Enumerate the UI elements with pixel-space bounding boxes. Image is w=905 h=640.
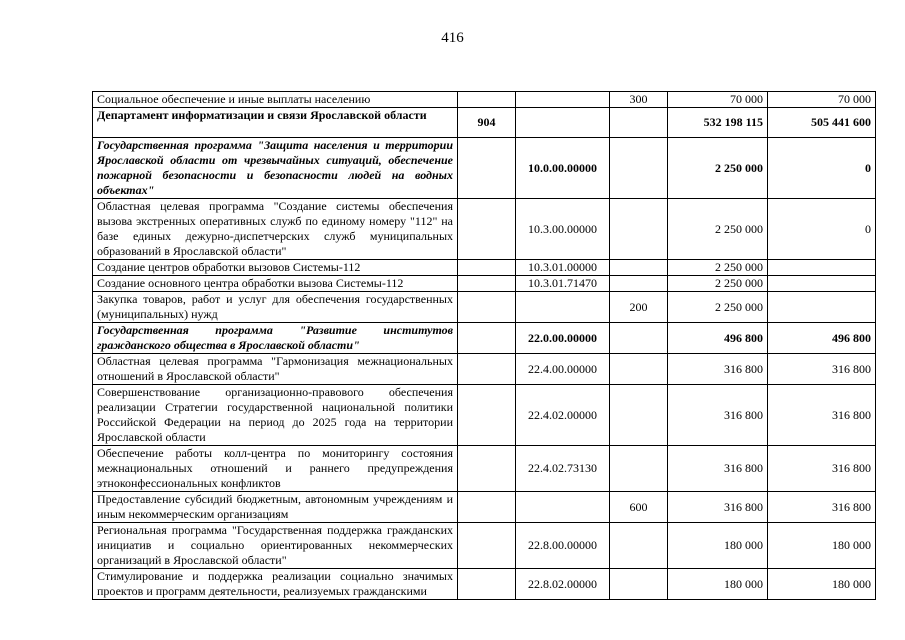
row-amount-year1: 2 250 000 (668, 199, 768, 260)
row-name: Предоставление субсидий бюджетным, автономным учреждениям и иным некоммерческим организациям (93, 492, 458, 523)
row-target-article: 10.3.00.00000 (516, 199, 610, 260)
row-amount-year2: 316 800 (768, 385, 876, 446)
row-expense-type (610, 108, 668, 138)
row-amount-year2 (768, 292, 876, 323)
row-expense-type (610, 446, 668, 492)
row-name: Департамент информатизации и связи Ярославской области (93, 108, 458, 138)
row-target-article: 22.4.02.73130 (516, 446, 610, 492)
row-expense-type (610, 199, 668, 260)
row-expense-type: 300 (610, 92, 668, 108)
budget-table (92, 91, 876, 600)
row-amount-year1: 316 800 (668, 492, 768, 523)
row-target-article (516, 92, 610, 108)
row-amount-year2: 180 000 (768, 569, 876, 600)
row-target-article: 22.4.00.00000 (516, 354, 610, 385)
row-amount-year1: 2 250 000 (668, 260, 768, 276)
row-department-code (458, 323, 516, 354)
row-amount-year1: 316 800 (668, 446, 768, 492)
row-target-article (516, 492, 610, 523)
row-amount-year2 (768, 276, 876, 292)
row-name: Обеспечение работы колл-центра по мониторингу состояния межнациональных отношений и раннего предупреждения этноконфессиональных конфликтов (93, 446, 458, 492)
row-amount-year1: 70 000 (668, 92, 768, 108)
row-name: Создание основного центра обработки вызова Системы-112 (93, 276, 458, 292)
row-name: Создание центров обработки вызовов Системы-112 (93, 260, 458, 276)
row-name: Государственная программа "Защита населения и территории Ярославской области от чрезвычайных ситуаций, обеспечение пожарной безопасности и безопасности людей на водных объектах" (93, 138, 458, 199)
row-department-code (458, 569, 516, 600)
row-name: Областная целевая программа "Гармонизация межнациональных отношений в Ярославской области" (93, 354, 458, 385)
row-amount-year1: 496 800 (668, 323, 768, 354)
row-expense-type (610, 354, 668, 385)
row-amount-year1: 316 800 (668, 354, 768, 385)
row-department-code (458, 492, 516, 523)
table-row (93, 138, 876, 199)
row-amount-year2: 180 000 (768, 523, 876, 569)
table-row (93, 260, 876, 276)
row-department-code: 904 (458, 108, 516, 138)
table-row (93, 446, 876, 492)
row-amount-year2 (768, 260, 876, 276)
row-department-code (458, 199, 516, 260)
row-name: Региональная программа "Государственная поддержка гражданских инициатив и социально ориентированных некоммерческих организаций в Ярославской области" (93, 523, 458, 569)
row-expense-type (610, 569, 668, 600)
row-expense-type: 600 (610, 492, 668, 523)
row-amount-year1: 180 000 (668, 523, 768, 569)
row-amount-year2: 316 800 (768, 492, 876, 523)
table-row (93, 523, 876, 569)
row-amount-year2: 496 800 (768, 323, 876, 354)
row-amount-year1: 532 198 115 (668, 108, 768, 138)
row-amount-year1: 2 250 000 (668, 292, 768, 323)
row-amount-year1: 2 250 000 (668, 138, 768, 199)
row-amount-year1: 180 000 (668, 569, 768, 600)
row-department-code (458, 385, 516, 446)
table-row (93, 354, 876, 385)
row-target-article (516, 292, 610, 323)
row-name: Совершенствование организационно-правового обеспечения реализации Стратегии государственной национальной политики Российской Федерации на период до 2025 года на территории Ярославской области (93, 385, 458, 446)
row-department-code (458, 523, 516, 569)
table-row (93, 276, 876, 292)
row-department-code (458, 276, 516, 292)
row-department-code (458, 260, 516, 276)
row-department-code (458, 292, 516, 323)
row-amount-year2: 505 441 600 (768, 108, 876, 138)
row-expense-type (610, 323, 668, 354)
table-row (93, 492, 876, 523)
row-amount-year2: 0 (768, 199, 876, 260)
row-expense-type (610, 385, 668, 446)
row-department-code (458, 138, 516, 199)
row-amount-year2: 70 000 (768, 92, 876, 108)
table-row (93, 292, 876, 323)
row-amount-year2: 0 (768, 138, 876, 199)
row-department-code (458, 92, 516, 108)
row-name: Социальное обеспечение и иные выплаты населению (93, 92, 458, 108)
row-name: Закупка товаров, работ и услуг для обеспечения государственных (муниципальных) нужд (93, 292, 458, 323)
row-target-article (516, 108, 610, 138)
row-target-article: 22.8.02.00000 (516, 569, 610, 600)
row-department-code (458, 354, 516, 385)
row-amount-year1: 2 250 000 (668, 276, 768, 292)
row-target-article: 22.4.02.00000 (516, 385, 610, 446)
row-target-article: 10.0.00.00000 (516, 138, 610, 199)
page-number: 416 (441, 30, 464, 46)
row-expense-type (610, 260, 668, 276)
row-expense-type: 200 (610, 292, 668, 323)
table-row (93, 108, 876, 138)
row-target-article: 10.3.01.71470 (516, 276, 610, 292)
row-expense-type (610, 523, 668, 569)
table-row (93, 323, 876, 354)
row-target-article: 10.3.01.00000 (516, 260, 610, 276)
row-target-article: 22.0.00.00000 (516, 323, 610, 354)
table-row (93, 199, 876, 260)
row-target-article: 22.8.00.00000 (516, 523, 610, 569)
table-row (93, 385, 876, 446)
row-expense-type (610, 138, 668, 199)
budget-table-body (93, 92, 876, 600)
table-row (93, 92, 876, 108)
row-name: Стимулирование и поддержка реализации социально значимых проектов и программ деятельности, реализуемых гражданскими (93, 569, 458, 600)
row-amount-year1: 316 800 (668, 385, 768, 446)
row-name: Областная целевая программа "Создание системы обеспечения вызова экстренных оперативных служб по единому номеру "112" на базе единых дежурно-диспетчерских служб муниципальных образований в Ярославской области" (93, 199, 458, 260)
row-expense-type (610, 276, 668, 292)
row-amount-year2: 316 800 (768, 354, 876, 385)
table-row (93, 569, 876, 600)
row-name: Государственная программа "Развитие институтов гражданского общества в Ярославской области" (93, 323, 458, 354)
row-department-code (458, 446, 516, 492)
row-amount-year2: 316 800 (768, 446, 876, 492)
